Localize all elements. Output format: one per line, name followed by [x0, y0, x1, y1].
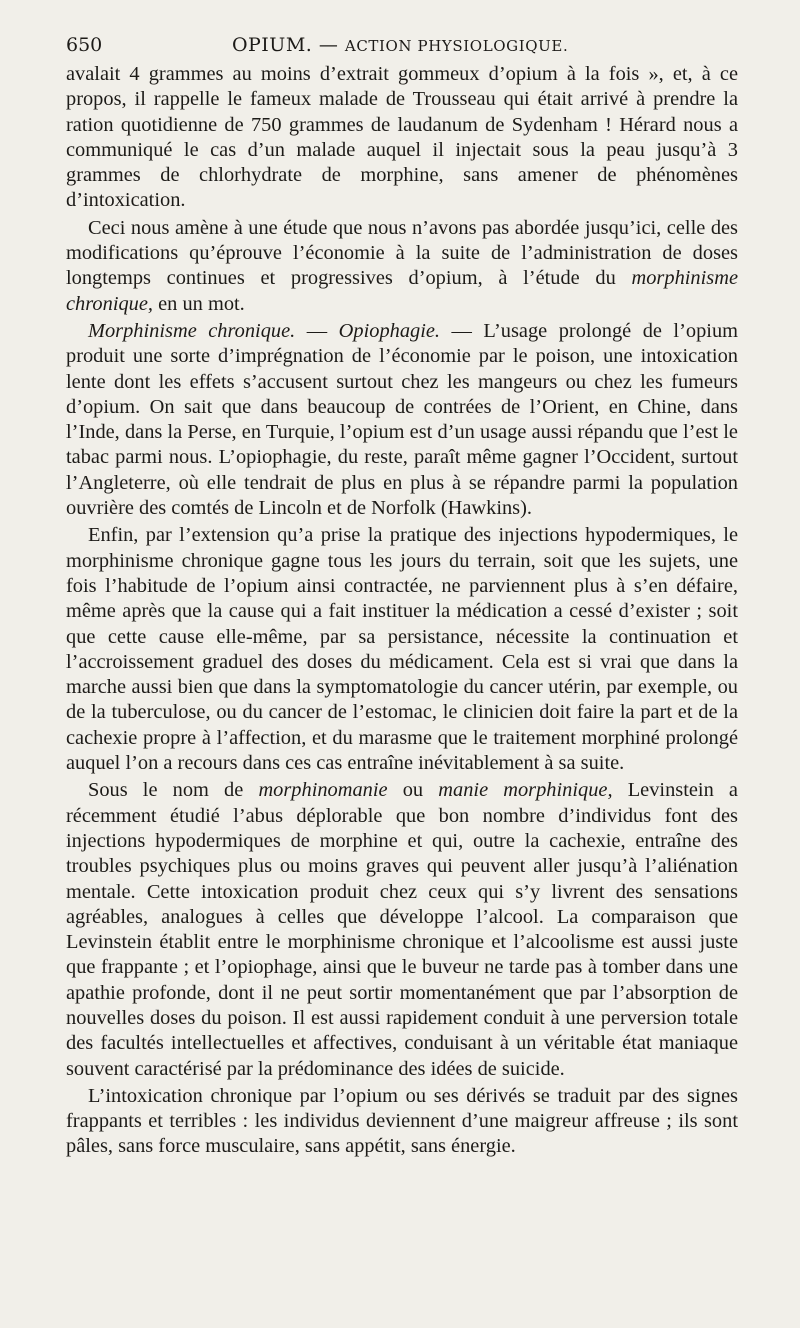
running-header: [66, 34, 738, 56]
page-number: 650: [66, 34, 103, 56]
section-heading-morphinisme: Morphinisme chronique.: [88, 319, 296, 342]
paragraph-1: avalait 4 grammes au moins d’extrait gommeux d’opium à la fois », et, à ce propos, il rappelle le fameux malade de Trousseau qui était arrivé à prendre la ration quotidienne de 750 grammes de laudanum de Sydenham ! Hérard nous a communiqué le cas d’un malade auquel il injectait sous la peau jusqu’à 3 grammes de chlorhydrate de morphine, sans amener de phénomènes d’intoxication.: [66, 63, 738, 212]
running-title-main: OPIUM. —: [231, 34, 345, 56]
paragraph-2-end: en un mot.: [153, 292, 245, 315]
section-heading-opiophagie: Opiophagie.: [338, 319, 441, 342]
term-morphinomanie: morphinomanie: [258, 779, 388, 802]
body-text: [66, 62, 738, 1160]
paragraph-5: [66, 778, 738, 1082]
paragraph-2: [66, 216, 738, 317]
running-title-subtitle: ACTION PHYSIOLOGIQUE.: [344, 37, 569, 55]
paragraph-3-text: — L’usage prolongé de l’opium produit une sorte d’imprégnation de l’économie par le poison, une intoxication lente dont les effets s’accusent surtout chez les mangeurs ou chez les fumeurs d’opium. On sait que dans beaucoup de contrées de l’Orient, en Chine, dans l’Inde, dans la Perse, en Turquie, l’opium est d’un usage aussi répandu que l’est le tabac parmi nous. L’opiophagie, du reste, paraît même gagner l’Occident, surtout l’Angleterre, où elle tendrait de plus en plus à se répandre parmi la population ouvrière des comtés de Lincoln et de Norfolk (Hawkins).: [66, 319, 739, 520]
paragraph-2-term: morphinisme chronique,: [66, 267, 738, 315]
paragraph-5-start: Sous le nom de: [88, 779, 259, 802]
term-manie-morphinique: manie morphinique,: [438, 779, 613, 802]
paragraph-2-text: Ceci nous amène à une étude que nous n’avons pas abordée jusqu’ici, celle des modifications qu’éprouve l’économie à la suite de l’administration de doses longtemps continues et progressives d’opium, à l’étude du: [66, 216, 738, 290]
paragraph-4: Enfin, par l’extension qu’a prise la pratique des injections hypodermiques, le morphinisme chronique gagne tous les jours du terrain, soit que les sujets, une fois l’habitude de l’opium ainsi contractée, ne parviennent plus à s’en défaire, même après que la cause qui a fait instituer la médication a cessé d’exister ; soit que cette cause elle-même, par sa persistance, nécessite la continuation et l’accroissement graduel des doses du médicament. Cela est si vrai que dans la marche aussi bien que dans la symptomatologie du cancer utérin, par exemple, ou de la tuberculose, ou du cancer de l’estomac, le clinicien doit faire la part et de la cachexie propre à l’affection, et du marasme que le traitement morphiné prolongé auquel l’on a recours dans ces cas entraîne inévitablement à sa suite.: [66, 524, 738, 775]
paragraph-5-text: Levinstein a récemment étudié l’abus déplorable que bon nombre d’individus font des injections hypodermiques de morphine et qui, outre la cachexie, entraîne des troubles psychiques plus ou moins graves qui peuvent aller jusqu’à l’aliénation mentale. Cette intoxication produit chez ceux qui s’y livrent des sensations agréables, analogues à celles que développe l’alcool. La comparaison que Levinstein établit entre le morphinisme chronique et l’alcoolisme est aussi juste que frappante ; et l’opiophage, ainsi que le buveur ne tarde pas à tomber dans une apathie profonde, dont il ne peut sortir momentanément que par l’absorption de nouvelles doses du poison. Il est aussi rapidement conduit à une perversion totale des facultés intellectuelles et affectives, conduisant à un véritable état maniaque souvent caractérisé par la prédominance des idées de suicide.: [66, 779, 738, 1080]
heading-dash: —: [295, 319, 339, 342]
paragraph-5-ou: ou: [387, 779, 439, 802]
running-title: [102, 34, 698, 56]
paragraph-6: L’intoxication chronique par l’opium ou ses dérivés se traduit par des signes frappants et terribles : les individus deviennent d’une maigreur affreuse ; ils sont pâles, sans force musculaire, sans appétit, sans énergie.: [66, 1084, 738, 1158]
paragraph-3: [66, 319, 738, 521]
